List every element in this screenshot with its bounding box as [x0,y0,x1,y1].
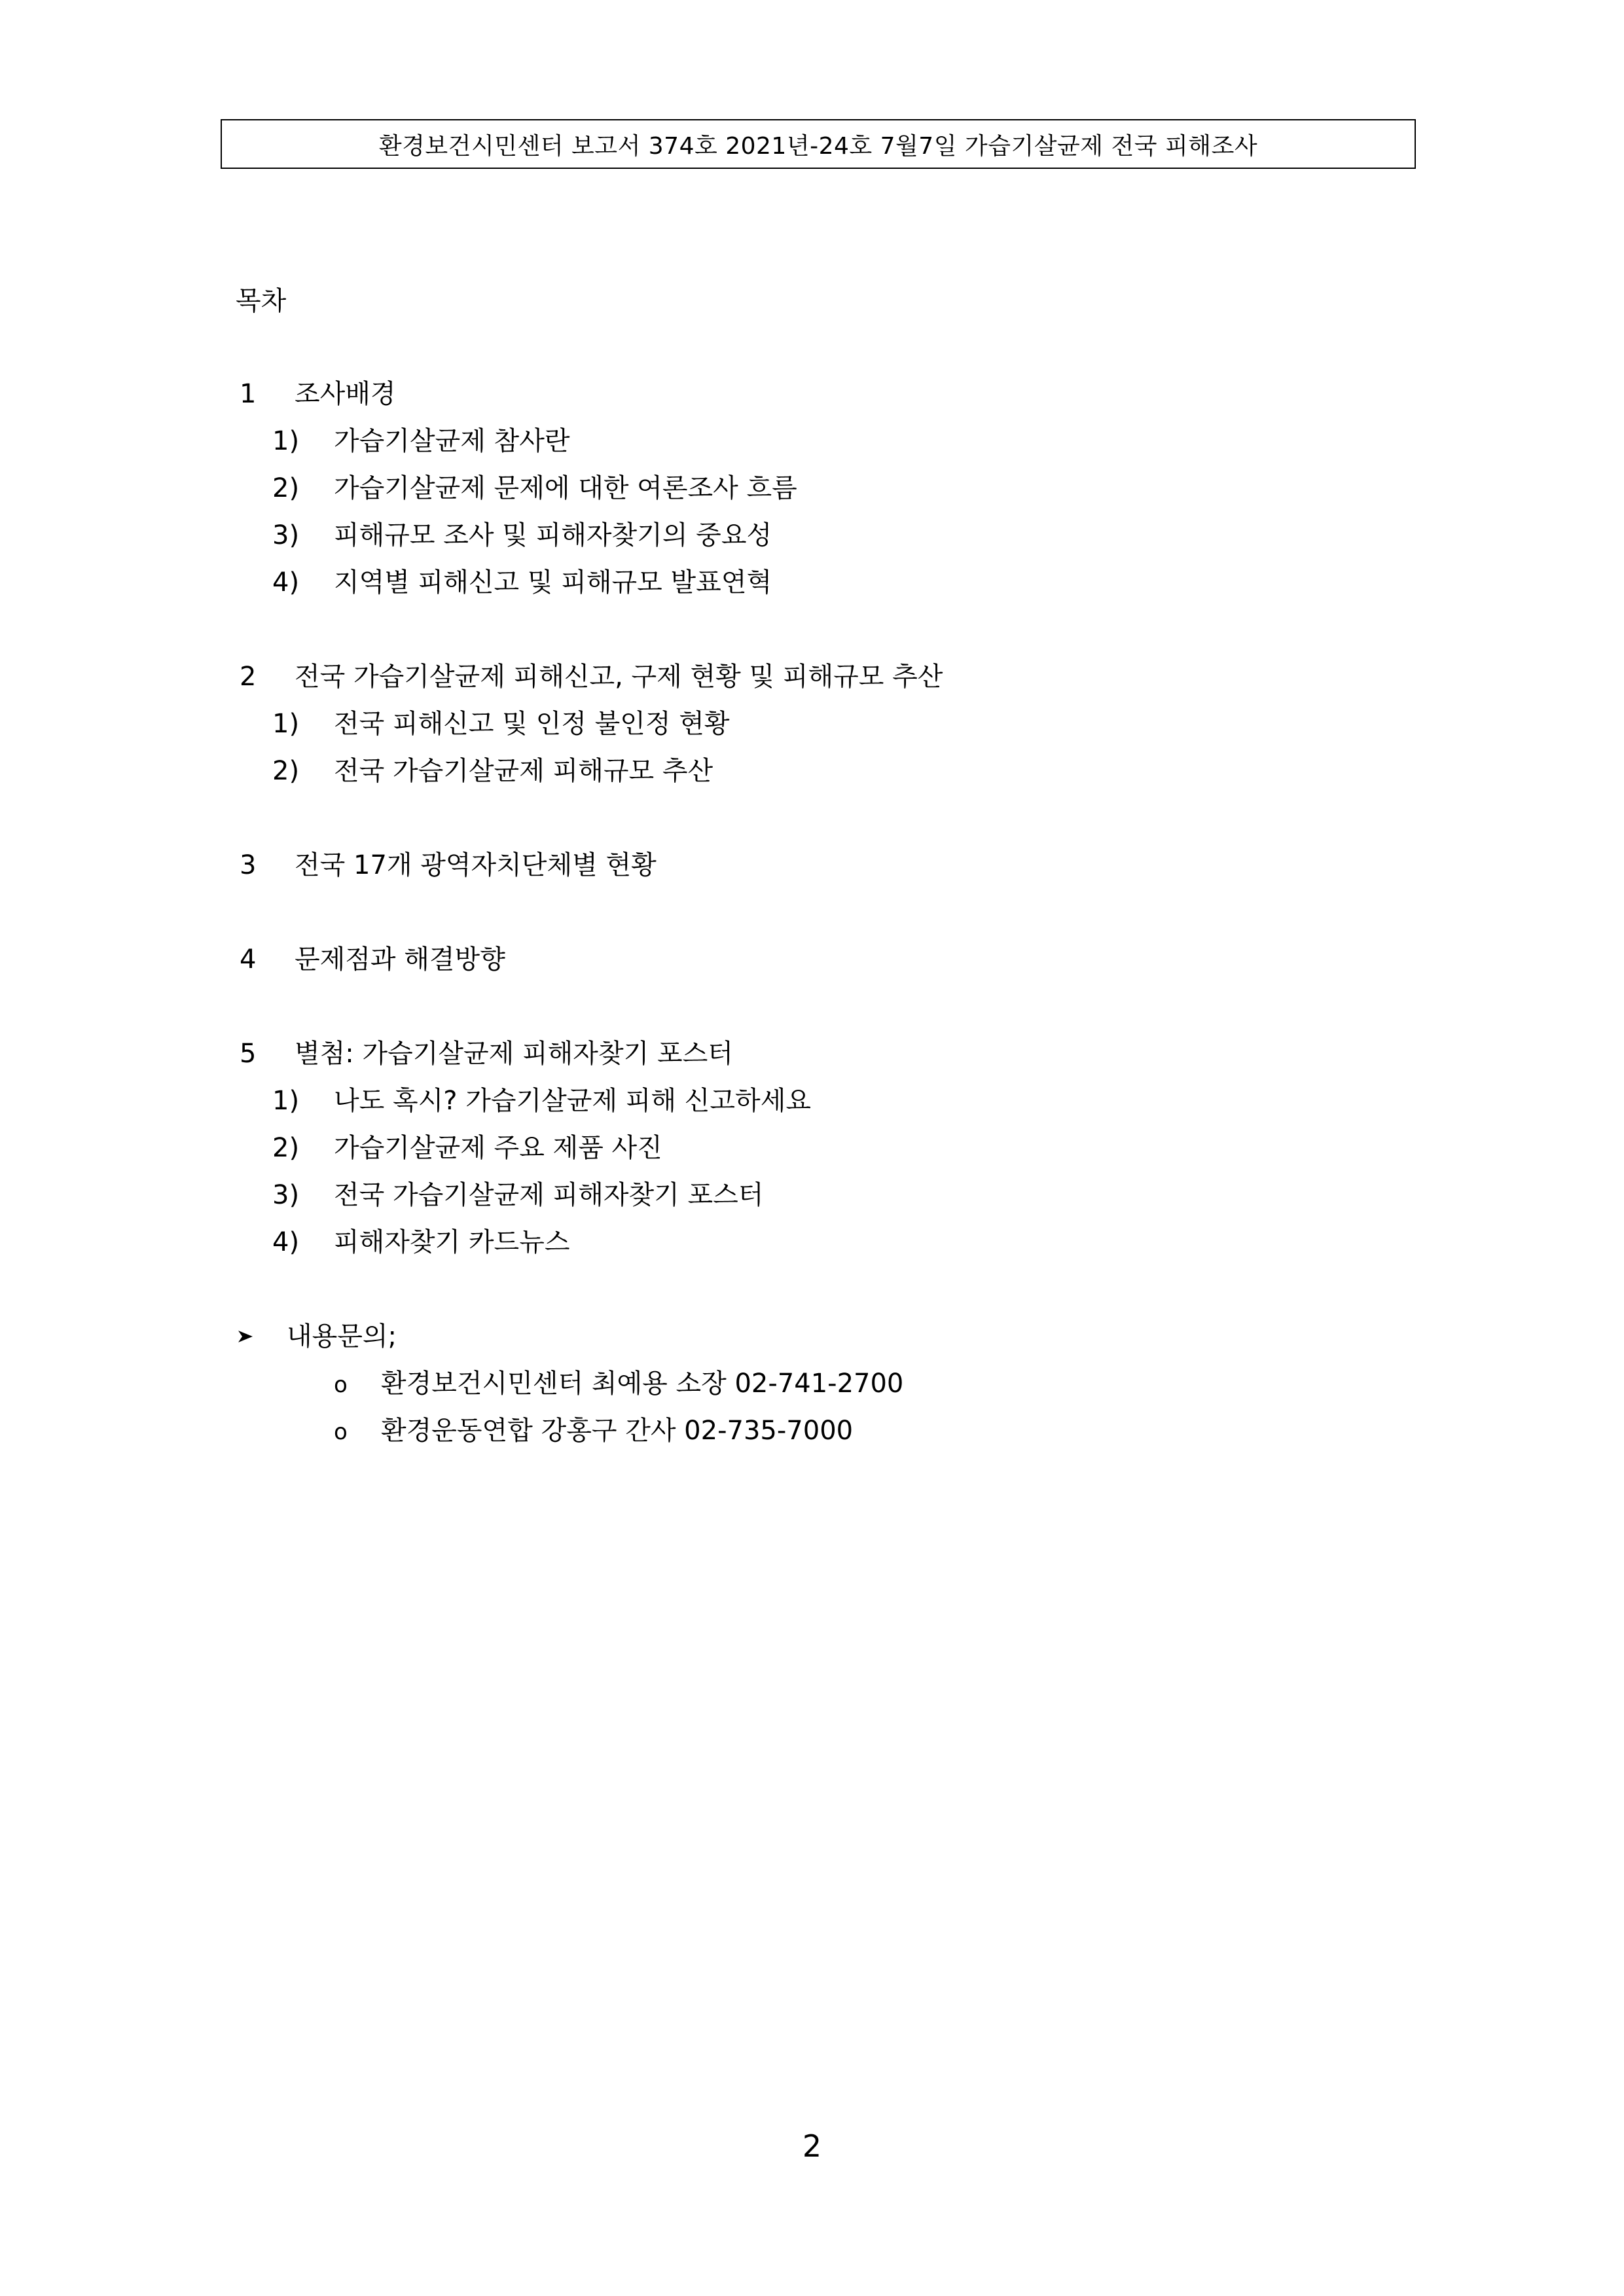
item-number: 4) [272,567,300,598]
item-number: 1) [272,426,300,456]
toc-item [272,706,730,742]
circle-bullet: o [334,1372,348,1398]
item-number: 3) [272,520,300,550]
toc-section-2 [240,658,943,695]
section-number: 5 [240,1039,257,1069]
item-text: 가습기살균제 주요 제품 사진 [334,1133,662,1163]
item-number: 2) [272,756,300,786]
section-number: 2 [240,662,257,692]
toc-section-3 [240,847,657,884]
report-header [221,119,1416,169]
item-text: 피해자찾기 카드뉴스 [334,1227,570,1257]
contact-text: 환경운동연합 강홍구 간사 02-735-7000 [381,1416,854,1446]
item-text: 지역별 피해신고 및 피해규모 발표연혁 [334,567,772,598]
toc-item [272,470,797,507]
section-number: 1 [240,379,257,409]
toc-item [272,1130,662,1166]
toc-section-1 [240,376,396,412]
toc-item [272,1083,811,1119]
contact-item [334,1365,903,1402]
contact-text: 환경보건시민센터 최예용 소장 02-741-2700 [381,1369,904,1399]
section-number: 4 [240,944,257,975]
section-title: 문제점과 해결방향 [295,944,505,975]
toc-item [272,517,772,554]
section-number: 3 [240,850,257,880]
toc-item [272,423,569,459]
toc-title: 목차 [236,286,287,316]
page-number: 2 [802,2128,822,2164]
report-header-text: 환경보건시민센터 보고서 374호 2021년-24호 7월7일 가습기살균제 전국 피해조사 [378,132,1258,160]
item-text: 전국 가습기살균제 피해규모 추산 [334,756,713,786]
toc-item [272,1224,569,1261]
item-text: 가습기살균제 참사란 [334,426,570,456]
contact-heading [236,1318,397,1355]
item-number: 1) [272,1086,300,1116]
toc-item [272,564,772,601]
section-title: 별첨: 가습기살균제 피해자찾기 포스터 [295,1039,733,1069]
item-text: 피해규모 조사 및 피해자찾기의 중요성 [334,520,772,550]
item-number: 3) [272,1180,300,1210]
section-title: 전국 17개 광역자치단체별 현황 [295,850,657,880]
item-number: 2) [272,1133,300,1163]
arrow-bullet-icon [236,1318,287,1367]
toc-section-4 [240,941,505,978]
contact-item [334,1412,853,1449]
section-title: 전국 가습기살균제 피해신고, 구제 현황 및 피해규모 추산 [295,662,943,692]
item-text: 전국 가습기살균제 피해자찾기 포스터 [334,1180,764,1210]
item-number: 1) [272,709,300,739]
toc-item [272,753,713,789]
toc-section-5 [240,1035,733,1072]
toc-item [272,1177,763,1213]
contact-label: 내용문의; [287,1321,397,1352]
item-number: 2) [272,473,300,503]
item-text: 전국 피해신고 및 인정 불인정 현황 [334,709,730,739]
item-number: 4) [272,1227,300,1257]
item-text: 나도 혹시? 가습기살균제 피해 신고하세요 [334,1086,811,1116]
circle-bullet: o [334,1419,348,1445]
item-text: 가습기살균제 문제에 대한 여론조사 흐름 [334,473,797,503]
section-title: 조사배경 [295,379,396,409]
